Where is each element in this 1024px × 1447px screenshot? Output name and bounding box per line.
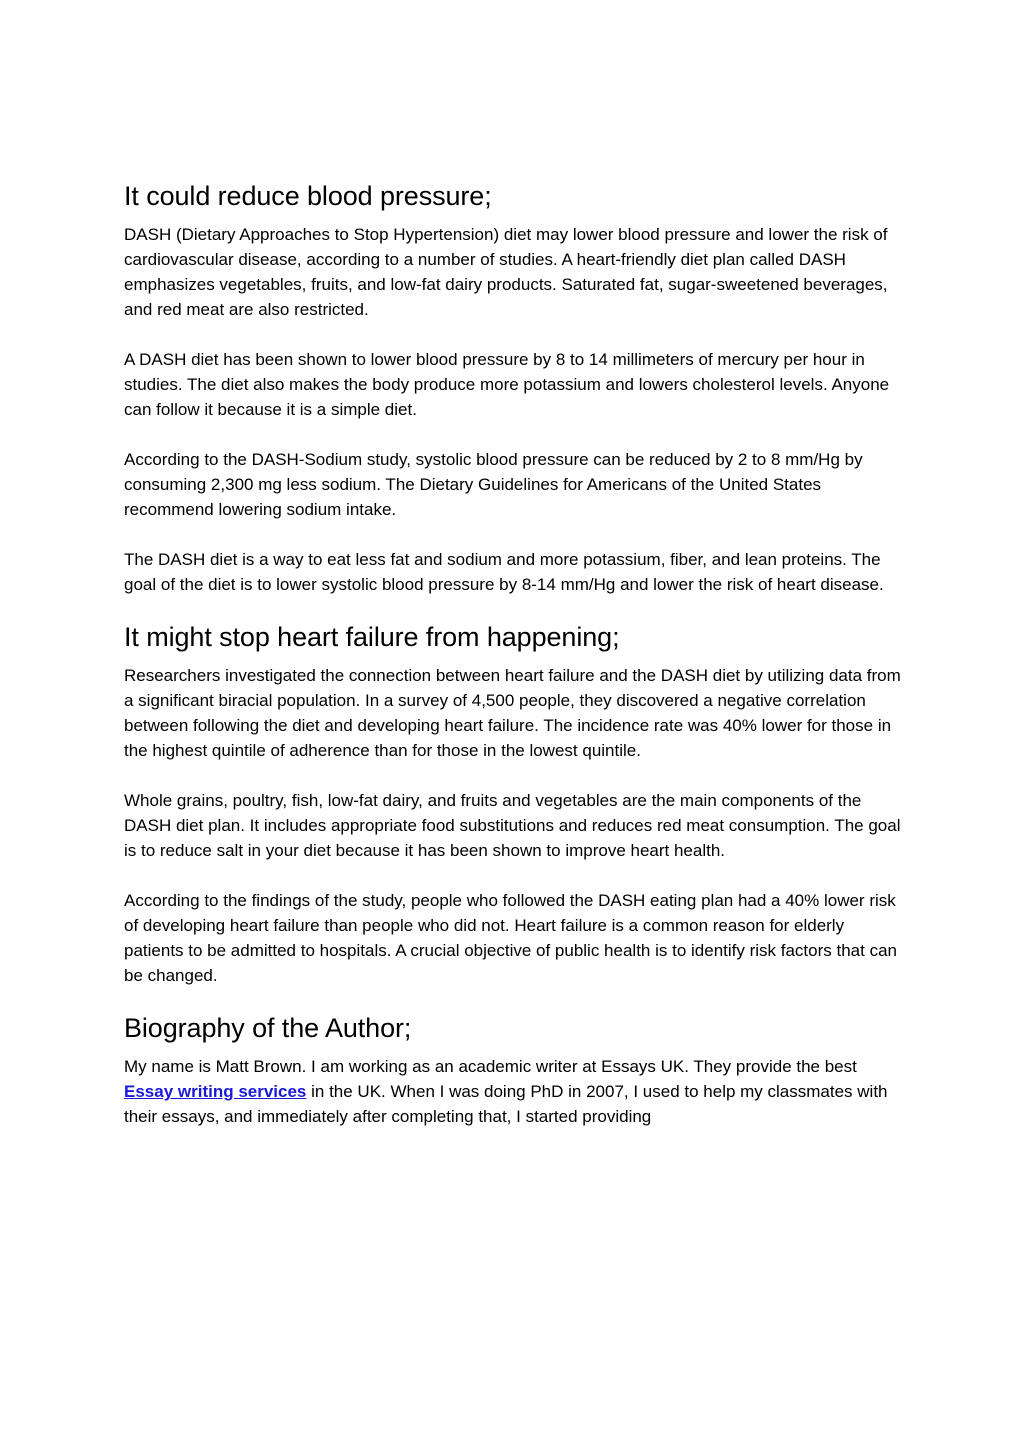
bio-text-after-link: in the UK. When I was doing PhD in 2007, I used to help my classmates with their essays, and immediately after completing that, I started providing [124,1082,888,1126]
section-author-bio [124,1010,904,1129]
section-heading: It might stop heart failure from happening; [124,622,620,652]
paragraph: Whole grains, poultry, fish, low-fat dairy, and fruits and vegetables are the main components of the DASH diet plan. It includes appropriate food substitutions and reduces red meat consumption. The goal is to reduce salt in your diet because it has been shown to improve heart health. [124,791,901,860]
essay-writing-services-link[interactable]: Essay writing services [124,1082,307,1101]
document-page [124,178,904,1129]
section-heading: It could reduce blood pressure; [124,181,492,211]
author-bio-paragraph [124,1054,904,1129]
paragraph: According to the findings of the study, people who followed the DASH eating plan had a 40% lower risk of developing heart failure than people who did not. Heart failure is a common reason for elderly patients to be admitted to hospitals. A crucial objective of public health is to identify risk factors that can be changed. [124,891,897,985]
paragraph: DASH (Dietary Approaches to Stop Hypertension) diet may lower blood pressure and lower the risk of cardiovascular disease, according to a number of studies. A heart-friendly diet plan called DASH emphasizes vegetables, fruits, and low-fat dairy products. Saturated fat, sugar-sweetened beverages, and red meat are also restricted. [124,225,888,319]
bio-text-before-link: My name is Matt Brown. I am working as an academic writer at Essays UK. They provide the best [124,1057,857,1076]
paragraph: Researchers investigated the connection between heart failure and the DASH diet by utilizing data from a significant biracial population. In a survey of 4,500 people, they discovered a negative correlation between following the diet and developing heart failure. The incidence rate was 40% lower for those in the highest quintile of adherence than for those in the lowest quintile. [124,666,901,760]
section-heart-failure [124,619,904,988]
paragraph: According to the DASH-Sodium study, systolic blood pressure can be reduced by 2 to 8 mm/Hg by consuming 2,300 mg less sodium. The Dietary Guidelines for Americans of the United States recommend lowering sodium intake. [124,450,863,519]
paragraph: The DASH diet is a way to eat less fat and sodium and more potassium, fiber, and lean proteins. The goal of the diet is to lower systolic blood pressure by 8-14 mm/Hg and lower the risk of heart disease. [124,550,884,594]
paragraph: A DASH diet has been shown to lower blood pressure by 8 to 14 millimeters of mercury per hour in studies. The diet also makes the body produce more potassium and lowers cholesterol levels. Anyone can follow it because it is a simple diet. [124,350,890,419]
section-heading: Biography of the Author; [124,1013,412,1043]
section-blood-pressure [124,178,904,597]
